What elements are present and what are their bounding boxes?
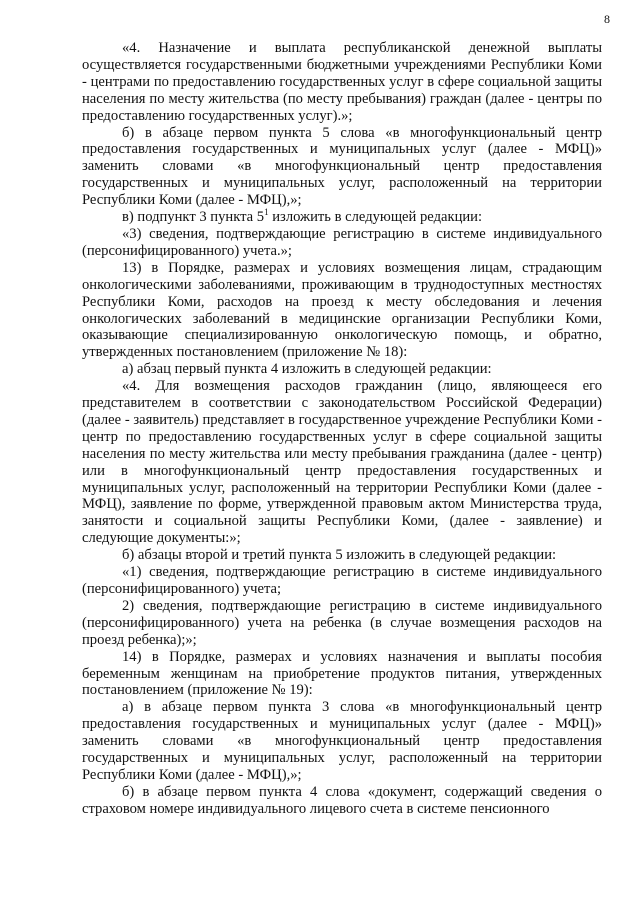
- page-number: 8: [604, 12, 610, 26]
- item-v-text-rest: изложить в следующей редакции:: [268, 209, 483, 226]
- paragraph: «1) сведения, подтверждающие регистрацию в системе индивидуального (персонифицированного) учета;: [82, 564, 602, 597]
- document-body: [82, 40, 602, 818]
- paragraph: а) в абзаце первом пункта 3 слова «в многофункциональный центр предоставления государственных и муниципальных услуг (далее - МФЦ)» заменить словами «в многофункциональный центр предоставления государственных и муниципальных услуг, расположенный на территории Республики Коми (далее - МФЦ),»;: [82, 699, 602, 783]
- paragraph: б) абзацы второй и третий пункта 5 изложить в следующей редакции:: [122, 547, 557, 564]
- paragraph: «4. Назначение и выплата республиканской денежной выплаты осуществляется государственными бюджетными учреждениями Республики Коми - центрами по предоставлению государственных услуг в сфере социальной защиты населения по месту жительства (по месту пребывания) граждан (далее - центры по предоставлению государственных услуг).»;: [82, 40, 602, 124]
- paragraph: «4. Для возмещения расходов гражданин (лицо, являющееся его представителем в соответствии с законодательством Российской Федерации) (далее - заявитель) представляет в государственное учреждение Республики Коми - центр по предоставлению государственных услуг в сфере социальной защиты населения по месту жительства или месту пребывания гражданина (далее - центр) или в многофункциональный центр предоставления государственных и муниципальных услуг, расположенный на территории Республики Коми (далее - МФЦ), заявление по форме, утвержденной правовым актом Министерства труда, занятости и социальной защиты Республики Коми, (далее - заявление) и следующие документы:»;: [82, 378, 602, 547]
- paragraph: 14) в Порядке, размерах и условиях назначения и выплаты пособия беременным женщинам на приобретение продуктов питания, утвержденных постановлением (приложение № 19):: [82, 648, 602, 699]
- paragraph-item-v: [82, 209, 602, 226]
- paragraph: б) в абзаце первом пункта 4 слова «документ, содержащий сведения о страховом номере индивидуального лицевого счета в системе пенсионного: [82, 783, 602, 817]
- paragraph: 13) в Порядке, размерах и условиях возмещения лицам, страдающим онкологическими заболеваниями, проживающим в труднодоступных местностях Республики Коми, расходов на проезд к месту обследования и лечения онкологических заболеваний в медицинские организации Республики Коми, оказывающие специализированную онкологическую помощь, и обратно, утвержденных постановлением (приложение № 18):: [82, 259, 602, 361]
- paragraph: «3) сведения, подтверждающие регистрацию в системе индивидуального (персонифицированного) учета.»;: [82, 225, 602, 259]
- superscript: 1: [264, 207, 269, 218]
- paragraph: б) в абзаце первом пункта 5 слова «в многофункциональный центр предоставления государственных и муниципальных услуг (далее - МФЦ)» заменить словами «в многофункциональный центр предоставления государственных и муниципальных услуг, расположенный на территории Республики Коми (далее - МФЦ),»;: [82, 124, 602, 209]
- paragraph: 2) сведения, подтверждающие регистрацию в системе индивидуального (персонифицированного) учета на ребенка (в случае возмещения расходов на проезд ребенка);»;: [82, 597, 602, 648]
- paragraph: а) абзац первый пункта 4 изложить в следующей редакции:: [122, 361, 492, 378]
- item-v-text: в) подпункт 3 пункта 5: [122, 209, 265, 226]
